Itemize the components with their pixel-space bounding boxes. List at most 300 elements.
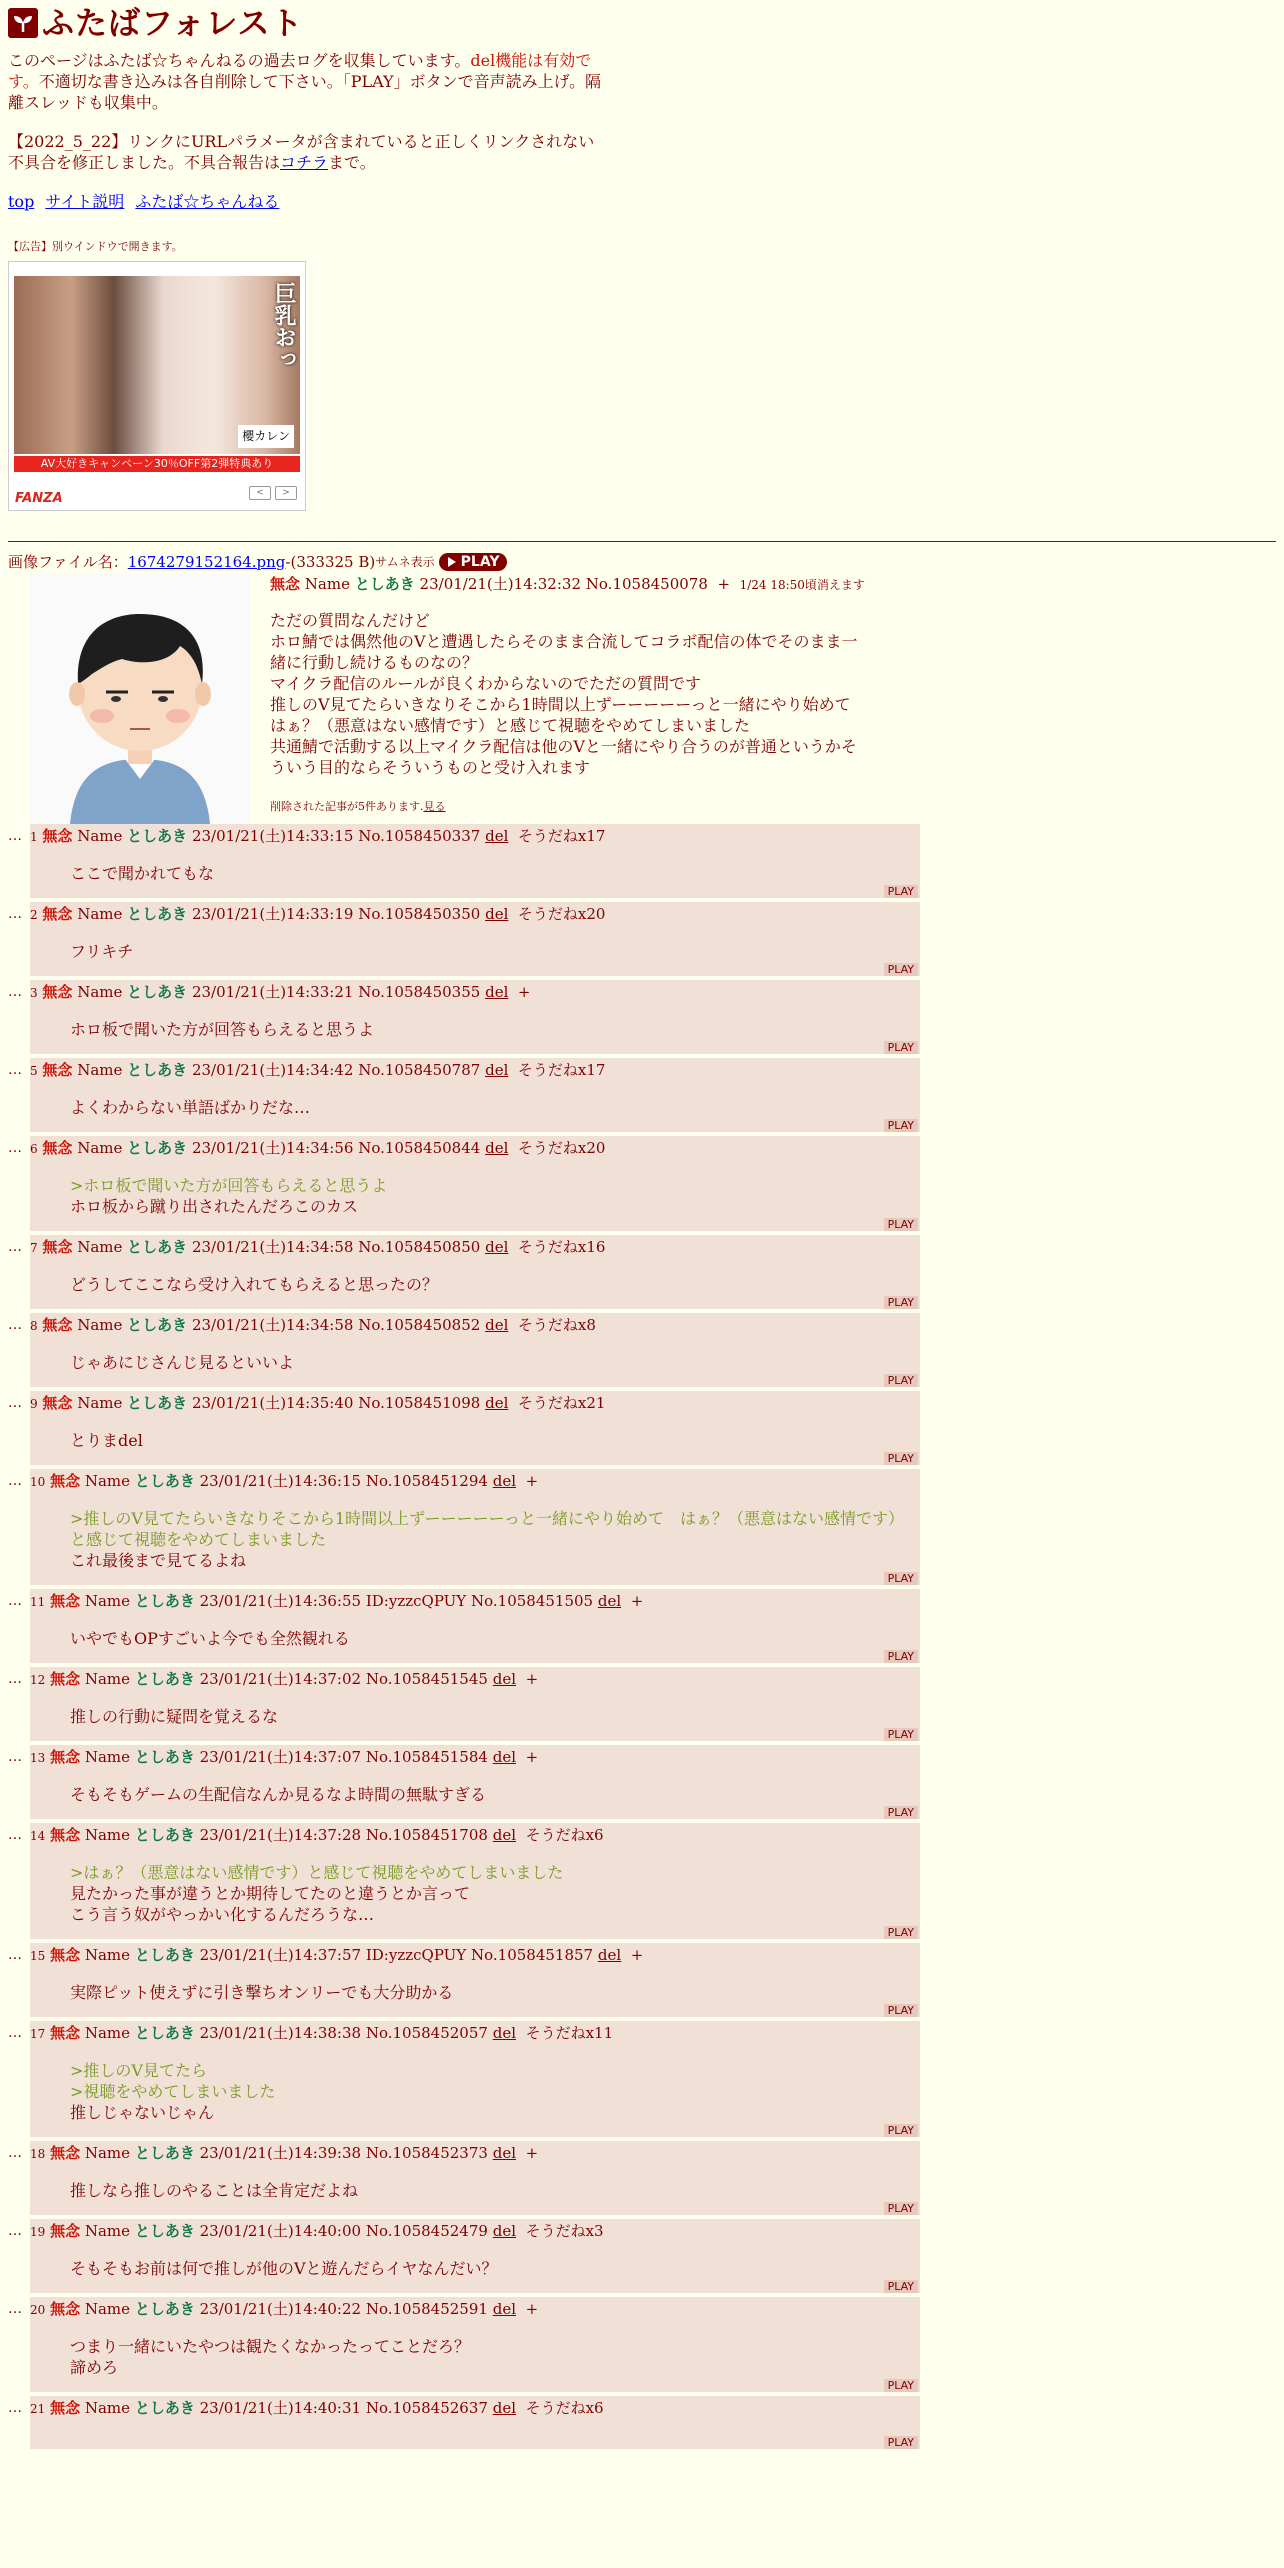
op-file-info bbox=[8, 552, 1276, 572]
reply-play-button[interactable]: PLAY bbox=[884, 2004, 918, 2017]
reply-line: 実際ピット使えずに引き撃ちオンリーでも大分助かる bbox=[70, 1983, 454, 2002]
reply-play-button[interactable]: PLAY bbox=[884, 1452, 918, 1465]
reply-row bbox=[8, 1391, 1276, 1465]
reply-post bbox=[30, 1313, 920, 1387]
reply-number: No.1058450350 bbox=[358, 905, 481, 923]
reply-name-label: Name bbox=[77, 983, 123, 1001]
reply-subject: 無念 bbox=[50, 1670, 81, 1688]
reply-header bbox=[30, 1237, 920, 1258]
reply-menu-icon[interactable]: … bbox=[8, 906, 22, 922]
reply-text bbox=[70, 1706, 920, 1727]
reply-name: としあき bbox=[134, 2222, 195, 2240]
reply-header bbox=[30, 2299, 920, 2320]
op-line: ただの質問なんだけど bbox=[270, 611, 431, 630]
reply-datetime: 23/01/21(土)14:34:42 bbox=[191, 1061, 354, 1079]
reply-datetime: 23/01/21(土)14:37:57 bbox=[199, 1946, 362, 1964]
reply-line: とりまdel bbox=[70, 1431, 143, 1450]
reply-index: 12 bbox=[30, 1673, 46, 1687]
reply-index: 6 bbox=[30, 1142, 38, 1156]
reply-header bbox=[30, 2398, 920, 2419]
reply-number: No.1058451294 bbox=[365, 1472, 488, 1490]
reply-name-label: Name bbox=[84, 1472, 131, 1490]
reply-sodane-button[interactable]: + bbox=[630, 1946, 644, 1964]
reply-play-button[interactable]: PLAY bbox=[884, 1806, 918, 1819]
reply-datetime: 23/01/21(土)14:34:58 bbox=[191, 1238, 354, 1256]
reply-name-label: Name bbox=[84, 2144, 131, 2162]
reply-sodane-button[interactable]: そうだねx20 bbox=[517, 905, 606, 923]
op-play-button[interactable] bbox=[439, 553, 508, 571]
show-deleted-link[interactable]: 見る bbox=[423, 800, 446, 813]
reply-post bbox=[30, 1745, 920, 1819]
reply-row bbox=[8, 824, 1276, 898]
reply-play-button[interactable]: PLAY bbox=[884, 1650, 918, 1663]
reply-row bbox=[8, 2219, 1276, 2293]
reply-name: としあき bbox=[134, 2144, 195, 2162]
reply-row bbox=[8, 1667, 1276, 1741]
reply-subject: 無念 bbox=[50, 1748, 81, 1766]
reply-line: ここで聞かれてもな bbox=[70, 864, 215, 883]
reply-number: No.1058452373 bbox=[365, 2144, 488, 2162]
reply-row bbox=[8, 2297, 1276, 2392]
reply-number: No.1058451857 bbox=[470, 1946, 594, 1964]
reply-datetime: 23/01/21(土)14:33:15 bbox=[191, 827, 354, 845]
reply-line: 見たかった事が違うとか期待してたのと違うとか言って bbox=[70, 1884, 471, 1903]
reply-sodane-button[interactable]: + bbox=[525, 2144, 539, 2162]
reply-sodane-button[interactable]: そうだねx3 bbox=[525, 2222, 604, 2240]
reply-header bbox=[30, 1669, 920, 1690]
reply-text bbox=[70, 1430, 920, 1451]
reply-menu-icon[interactable]: … bbox=[8, 1140, 22, 1156]
reply-row bbox=[8, 1136, 1276, 1231]
reply-datetime: 23/01/21(土)14:36:55 bbox=[199, 1592, 362, 1610]
ad-label: 【広告】別ウインドウで開きます。 bbox=[8, 240, 183, 253]
reply-line: こう言う奴がやっかい化するんだろうな… bbox=[70, 1905, 375, 1924]
reply-number: No.1058451584 bbox=[365, 1748, 488, 1766]
reply-index: 15 bbox=[30, 1949, 46, 1963]
reply-row bbox=[8, 902, 1276, 976]
reply-post bbox=[30, 2297, 920, 2392]
reply-index: 5 bbox=[30, 1064, 38, 1078]
reply-datetime: 23/01/21(土)14:34:56 bbox=[191, 1139, 354, 1157]
op-number: No.1058450078 bbox=[585, 575, 708, 593]
reply-index: 21 bbox=[30, 2402, 46, 2416]
op-subject: 無念 bbox=[270, 575, 301, 593]
reply-sodane-button[interactable]: そうだねx6 bbox=[525, 2399, 604, 2417]
reply-number: No.1058452479 bbox=[365, 2222, 488, 2240]
reply-datetime: 23/01/21(土)14:37:02 bbox=[199, 1670, 362, 1688]
reply-number: No.1058452637 bbox=[365, 2399, 488, 2417]
reply-name: としあき bbox=[134, 2300, 195, 2318]
reply-menu-icon[interactable]: … bbox=[8, 1317, 22, 1333]
reply-name-label: Name bbox=[84, 1748, 131, 1766]
reply-name-label: Name bbox=[77, 1139, 123, 1157]
reply-line: 諦めろ bbox=[70, 2358, 119, 2377]
reply-subject: 無念 bbox=[42, 1061, 73, 1079]
op-plus-button[interactable]: + bbox=[717, 575, 731, 593]
reply-row bbox=[8, 1469, 1276, 1585]
reply-del-link[interactable]: del bbox=[597, 1592, 622, 1610]
reply-del-link[interactable]: del bbox=[492, 2300, 517, 2318]
reply-del-link[interactable]: del bbox=[492, 1748, 517, 1766]
reply-row bbox=[8, 1589, 1276, 1663]
reply-text bbox=[70, 1175, 920, 1217]
reply-index: 9 bbox=[30, 1397, 38, 1411]
reply-text bbox=[70, 2180, 920, 2201]
reply-sodane-button[interactable]: + bbox=[525, 2300, 539, 2318]
reply-index: 13 bbox=[30, 1751, 46, 1765]
reply-name-label: Name bbox=[84, 1826, 131, 1844]
ad-image[interactable] bbox=[14, 276, 300, 454]
reply-sodane-button[interactable]: そうだねx20 bbox=[517, 1139, 606, 1157]
reply-datetime: 23/01/21(土)14:40:31 bbox=[199, 2399, 362, 2417]
reply-datetime: 23/01/21(土)14:33:21 bbox=[191, 983, 354, 1001]
reply-header bbox=[30, 2143, 920, 2164]
reply-line: フリキチ bbox=[70, 942, 134, 961]
reply-name: としあき bbox=[134, 1472, 195, 1490]
reply-subject: 無念 bbox=[42, 1238, 73, 1256]
op-body bbox=[270, 574, 870, 824]
reply-line: どうしてここなら受け入れてもらえると思ったの？ bbox=[70, 1275, 439, 1294]
reply-subject: 無念 bbox=[42, 983, 73, 1001]
reply-datetime: 23/01/21(土)14:37:07 bbox=[199, 1748, 362, 1766]
reply-line: これ最後まで見てるよね bbox=[70, 1551, 247, 1570]
reply-name: としあき bbox=[134, 1670, 195, 1688]
reply-name: としあき bbox=[134, 1946, 195, 1964]
futaba-leaf-icon bbox=[8, 8, 38, 38]
nav-top-link[interactable]: top bbox=[8, 192, 35, 211]
reply-quote: >ホロ板で聞いた方が回答もらえると思うよ bbox=[70, 1176, 388, 1195]
file-label: 画像ファイル名： bbox=[8, 552, 128, 571]
ad-nav bbox=[249, 486, 297, 500]
reply-del-link[interactable]: del bbox=[492, 2222, 517, 2240]
reply-name: としあき bbox=[127, 1238, 188, 1256]
play-icon bbox=[447, 556, 457, 568]
reply-subject: 無念 bbox=[50, 1946, 81, 1964]
reply-index: 11 bbox=[30, 1595, 46, 1609]
reply-menu-icon[interactable]: … bbox=[8, 1062, 22, 1078]
reply-play-button[interactable]: PLAY bbox=[884, 1041, 918, 1054]
reply-play-button[interactable]: PLAY bbox=[884, 2202, 918, 2215]
reply-id: ID:yzzcQPUY bbox=[365, 1592, 467, 1610]
reply-header bbox=[30, 1393, 920, 1414]
reply-post bbox=[30, 1667, 920, 1741]
reply-name: としあき bbox=[134, 2024, 195, 2042]
reply-del-link[interactable]: del bbox=[485, 1061, 509, 1079]
reply-text bbox=[70, 1784, 920, 1805]
tired-man-illustration bbox=[30, 574, 250, 824]
reply-datetime: 23/01/21(土)14:37:28 bbox=[199, 1826, 362, 1844]
reply-menu-icon[interactable]: … bbox=[8, 1749, 22, 1765]
reply-datetime: 23/01/21(土)14:34:58 bbox=[191, 1316, 354, 1334]
reply-header bbox=[30, 904, 920, 925]
divider bbox=[8, 541, 1276, 542]
op-name: としあき bbox=[354, 575, 415, 593]
reply-header bbox=[30, 1591, 920, 1612]
reply-menu-icon[interactable]: … bbox=[8, 2223, 22, 2239]
reply-text bbox=[70, 863, 920, 884]
reply-subject: 無念 bbox=[50, 2024, 81, 2042]
reply-datetime: 23/01/21(土)14:38:38 bbox=[199, 2024, 362, 2042]
nav-links bbox=[8, 191, 1276, 212]
reply-play-button[interactable]: PLAY bbox=[884, 1119, 918, 1132]
reply-sodane-button[interactable]: そうだねx11 bbox=[525, 2024, 614, 2042]
ad-campaign-banner[interactable]: AV大好きキャンペーン30％OFF第2弾特典あり bbox=[14, 456, 300, 472]
reply-header bbox=[30, 826, 920, 847]
reply-number: No.1058451708 bbox=[365, 1826, 488, 1844]
site-intro bbox=[8, 50, 608, 113]
reply-menu-icon[interactable]: … bbox=[8, 1947, 22, 1963]
reply-del-link[interactable]: del bbox=[492, 1472, 517, 1490]
del-enabled-note: del機能は有効です。 bbox=[8, 51, 592, 91]
reply-menu-icon[interactable]: … bbox=[8, 2025, 22, 2041]
reply-text bbox=[70, 1274, 920, 1295]
reply-number: No.1058450852 bbox=[358, 1316, 481, 1334]
reply-subject: 無念 bbox=[42, 1316, 73, 1334]
reply-row bbox=[8, 1745, 1276, 1819]
reply-number: No.1058450787 bbox=[358, 1061, 481, 1079]
op-post bbox=[8, 574, 1276, 824]
reply-name: としあき bbox=[127, 1139, 188, 1157]
reply-play-button[interactable]: PLAY bbox=[884, 2436, 918, 2449]
reply-subject: 無念 bbox=[42, 905, 73, 923]
reply-del-link[interactable]: del bbox=[485, 983, 509, 1001]
reply-line: ホロ板から蹴り出されたんだろこのカス bbox=[70, 1197, 359, 1216]
report-link[interactable]: コチラ bbox=[280, 153, 329, 172]
op-expire: 1/24 18:50頃消えます bbox=[739, 578, 865, 592]
reply-quote: >はぁ？（悪意はない感情です）と感じて視聴をやめてしまいました bbox=[70, 1863, 564, 1882]
reply-index: 17 bbox=[30, 2027, 46, 2041]
reply-play-button[interactable]: PLAY bbox=[884, 1296, 918, 1309]
reply-name-label: Name bbox=[84, 1592, 131, 1610]
reply-play-button[interactable]: PLAY bbox=[884, 885, 918, 898]
reply-header bbox=[30, 1825, 920, 1846]
reply-sodane-button[interactable]: + bbox=[525, 1748, 539, 1766]
reply-row bbox=[8, 1313, 1276, 1387]
thumb-label: サムネ表示 bbox=[375, 554, 435, 569]
file-size: -(333325 B) bbox=[285, 552, 376, 571]
reply-post bbox=[30, 2396, 920, 2449]
ad-prev-icon[interactable]: < bbox=[249, 486, 271, 500]
reply-menu-icon[interactable]: … bbox=[8, 2145, 22, 2161]
reply-header bbox=[30, 1747, 920, 1768]
reply-name: としあき bbox=[127, 1394, 188, 1412]
op-thumbnail[interactable] bbox=[30, 574, 250, 824]
reply-index: 1 bbox=[30, 830, 38, 844]
reply-subject: 無念 bbox=[50, 1826, 81, 1844]
reply-datetime: 23/01/21(土)14:33:19 bbox=[191, 905, 354, 923]
reply-del-link[interactable]: del bbox=[485, 1316, 509, 1334]
reply-datetime: 23/01/21(土)14:40:00 bbox=[199, 2222, 362, 2240]
reply-text bbox=[70, 941, 920, 962]
reply-name: としあき bbox=[127, 1061, 188, 1079]
nav-about-link[interactable]: サイト説明 bbox=[45, 192, 125, 211]
ad-banner[interactable] bbox=[8, 261, 306, 511]
reply-sodane-button[interactable]: そうだねx21 bbox=[517, 1394, 606, 1412]
reply-index: 7 bbox=[30, 1241, 38, 1255]
reply-text bbox=[70, 2336, 920, 2378]
reply-name-label: Name bbox=[84, 2024, 131, 2042]
reply-sodane-button[interactable]: そうだねx8 bbox=[517, 1316, 596, 1334]
reply-play-button[interactable]: PLAY bbox=[884, 1572, 918, 1585]
reply-del-link[interactable]: del bbox=[492, 2144, 517, 2162]
reply-subject: 無念 bbox=[50, 2222, 81, 2240]
reply-row bbox=[8, 980, 1276, 1054]
reply-row bbox=[8, 1943, 1276, 2017]
reply-menu-icon[interactable]: … bbox=[8, 828, 22, 844]
reply-del-link[interactable]: del bbox=[492, 1670, 517, 1688]
op-line: ホロ鯖では偶然他のVと遭遇したらそのまま合流してコラボ配信の体でそのまま一緒に行動し続けるものなの？ bbox=[270, 632, 858, 672]
reply-menu-icon[interactable]: … bbox=[8, 1671, 22, 1687]
reply-menu-icon[interactable]: … bbox=[8, 1395, 22, 1411]
reply-index: 3 bbox=[30, 986, 38, 1000]
reply-row bbox=[8, 2021, 1276, 2137]
reply-post bbox=[30, 980, 920, 1054]
reply-line: そもそもゲームの生配信なんか見るなよ時間の無駄すぎる bbox=[70, 1785, 487, 1804]
reply-index: 8 bbox=[30, 1319, 38, 1333]
reply-quote: >視聴をやめてしまいました bbox=[70, 2082, 276, 2101]
reply-menu-icon[interactable]: … bbox=[8, 1473, 22, 1489]
reply-post bbox=[30, 2141, 920, 2215]
reply-header bbox=[30, 2221, 920, 2242]
reply-index: 18 bbox=[30, 2147, 46, 2161]
reply-play-button[interactable]: PLAY bbox=[884, 2379, 918, 2392]
reply-datetime: 23/01/21(土)14:35:40 bbox=[191, 1394, 354, 1412]
reply-post bbox=[30, 1391, 920, 1465]
reply-name-label: Name bbox=[77, 1316, 123, 1334]
reply-text bbox=[70, 2258, 920, 2279]
reply-text bbox=[70, 1352, 920, 1373]
reply-name: としあき bbox=[127, 827, 188, 845]
reply-line: つまり一緒にいたやつは観たくなかったってことだろ？ bbox=[70, 2337, 471, 2356]
reply-menu-icon[interactable]: … bbox=[8, 1593, 22, 1609]
reply-number: No.1058452591 bbox=[365, 2300, 488, 2318]
reply-name-label: Name bbox=[77, 1061, 123, 1079]
reply-del-link[interactable]: del bbox=[485, 827, 509, 845]
reply-subject: 無念 bbox=[42, 827, 73, 845]
reply-text bbox=[70, 2060, 920, 2123]
reply-list bbox=[8, 824, 1276, 2449]
reply-subject: 無念 bbox=[42, 1394, 73, 1412]
reply-sodane-button[interactable]: そうだねx17 bbox=[517, 827, 606, 845]
reply-post bbox=[30, 824, 920, 898]
reply-number: No.1058450337 bbox=[358, 827, 481, 845]
reply-post bbox=[30, 902, 920, 976]
reply-name-label: Name bbox=[77, 1238, 123, 1256]
reply-del-link[interactable]: del bbox=[485, 1238, 509, 1256]
reply-line: じゃあにじさんじ見るといいよ bbox=[70, 1353, 295, 1372]
reply-text bbox=[70, 1862, 920, 1925]
reply-sodane-button[interactable]: そうだねx16 bbox=[517, 1238, 606, 1256]
fanza-logo[interactable]: FANZA bbox=[15, 491, 63, 506]
reply-name: としあき bbox=[134, 1748, 195, 1766]
reply-datetime: 23/01/21(土)14:40:22 bbox=[199, 2300, 362, 2318]
reply-play-button[interactable]: PLAY bbox=[884, 1728, 918, 1741]
reply-play-button[interactable]: PLAY bbox=[884, 2280, 918, 2293]
reply-sodane-button[interactable]: + bbox=[525, 1670, 539, 1688]
reply-number: No.1058450850 bbox=[358, 1238, 481, 1256]
reply-datetime: 23/01/21(土)14:36:15 bbox=[199, 1472, 362, 1490]
site-title: ふたばフォレスト bbox=[42, 3, 304, 42]
reply-name: としあき bbox=[134, 1592, 195, 1610]
reply-menu-icon[interactable]: … bbox=[8, 984, 22, 1000]
reply-menu-icon[interactable]: … bbox=[8, 2301, 22, 2317]
reply-subject: 無念 bbox=[50, 2144, 81, 2162]
reply-line: そもそもお前は何で推しが他のVと遊んだらイヤなんだい？ bbox=[70, 2259, 498, 2278]
reply-del-link[interactable]: del bbox=[492, 2024, 517, 2042]
reply-header bbox=[30, 1471, 920, 1492]
deleted-note: 削除された記事が5件あります. bbox=[270, 800, 424, 813]
reply-del-link[interactable]: del bbox=[485, 905, 509, 923]
reply-name-label: Name bbox=[77, 827, 123, 845]
site-notice bbox=[8, 131, 608, 173]
reply-text bbox=[70, 1628, 920, 1649]
op-text bbox=[270, 610, 870, 778]
reply-line: 推しじゃないじゃん bbox=[70, 2103, 215, 2122]
reply-index: 14 bbox=[30, 1829, 46, 1843]
op-file-link[interactable]: 1674279152164.png bbox=[127, 552, 286, 571]
reply-play-button[interactable]: PLAY bbox=[884, 1926, 918, 1939]
reply-sodane-button[interactable]: そうだねx6 bbox=[525, 1826, 604, 1844]
reply-menu-icon[interactable]: … bbox=[8, 1827, 22, 1843]
reply-sodane-button[interactable]: + bbox=[630, 1592, 644, 1610]
reply-line: 推しの行動に疑問を覚えるな bbox=[70, 1707, 279, 1726]
reply-sodane-button[interactable]: そうだねx17 bbox=[517, 1061, 606, 1079]
reply-del-link[interactable]: del bbox=[492, 2399, 517, 2417]
reply-name-label: Name bbox=[77, 905, 123, 923]
notice-text: 【2022_5_22】リンクにURLパラメータが含まれていると正しくリンクされない不具合を修正しました。不具合報告は bbox=[8, 132, 595, 172]
reply-index: 20 bbox=[30, 2303, 46, 2317]
reply-header bbox=[30, 2023, 920, 2044]
reply-name: としあき bbox=[134, 1826, 195, 1844]
reply-line: いやでもOPすごいよ今でも全然観れる bbox=[70, 1629, 350, 1648]
reply-name: としあき bbox=[127, 1316, 188, 1334]
reply-del-link[interactable]: del bbox=[492, 1826, 517, 1844]
ad-image-title: 巨乳おっ bbox=[271, 282, 296, 370]
reply-number: No.1058451098 bbox=[358, 1394, 481, 1412]
reply-del-link[interactable]: del bbox=[485, 1394, 509, 1412]
reply-post bbox=[30, 1823, 920, 1939]
ad-next-icon[interactable]: > bbox=[275, 486, 297, 500]
reply-header bbox=[30, 1060, 920, 1081]
reply-index: 2 bbox=[30, 908, 38, 922]
reply-sodane-button[interactable]: + bbox=[525, 1472, 539, 1490]
reply-text bbox=[70, 1508, 920, 1571]
reply-play-button[interactable]: PLAY bbox=[884, 2124, 918, 2137]
reply-line: ホロ板で聞いた方が回答もらえると思うよ bbox=[70, 1020, 375, 1039]
reply-number: No.1058452057 bbox=[365, 2024, 488, 2042]
reply-name-label: Name bbox=[84, 2300, 131, 2318]
reply-name-label: Name bbox=[84, 1946, 131, 1964]
reply-post bbox=[30, 1589, 920, 1663]
reply-quote: >推しのV見てたらいきなりそこから1時間以上ずーーーーーっと一緒にやり始めて はぁ？（悪意はない感情です）と感じて視聴をやめてしまいました bbox=[70, 1509, 905, 1549]
reply-subject: 無念 bbox=[50, 1472, 81, 1490]
reply-post bbox=[30, 1469, 920, 1585]
reply-menu-icon[interactable]: … bbox=[8, 1239, 22, 1255]
reply-play-button[interactable]: PLAY bbox=[884, 963, 918, 976]
op-name-label: Name bbox=[304, 575, 350, 593]
nav-futaba-link[interactable]: ふたば☆ちゃんねる bbox=[135, 192, 280, 211]
reply-del-link[interactable]: del bbox=[597, 1946, 622, 1964]
reply-del-link[interactable]: del bbox=[485, 1139, 509, 1157]
reply-play-button[interactable]: PLAY bbox=[884, 1374, 918, 1387]
reply-subject: 無念 bbox=[42, 1139, 73, 1157]
reply-name-label: Name bbox=[84, 2222, 131, 2240]
reply-menu-icon[interactable]: … bbox=[8, 2400, 22, 2416]
reply-sodane-button[interactable]: + bbox=[517, 983, 531, 1001]
intro-suffix: 不適切な書き込みは各自削除して下さい。「PLAY」ボタンで音声読み上げ。隔離スレッドも収集中。 bbox=[8, 72, 601, 112]
reply-post bbox=[30, 1235, 920, 1309]
reply-play-button[interactable]: PLAY bbox=[884, 1218, 918, 1231]
